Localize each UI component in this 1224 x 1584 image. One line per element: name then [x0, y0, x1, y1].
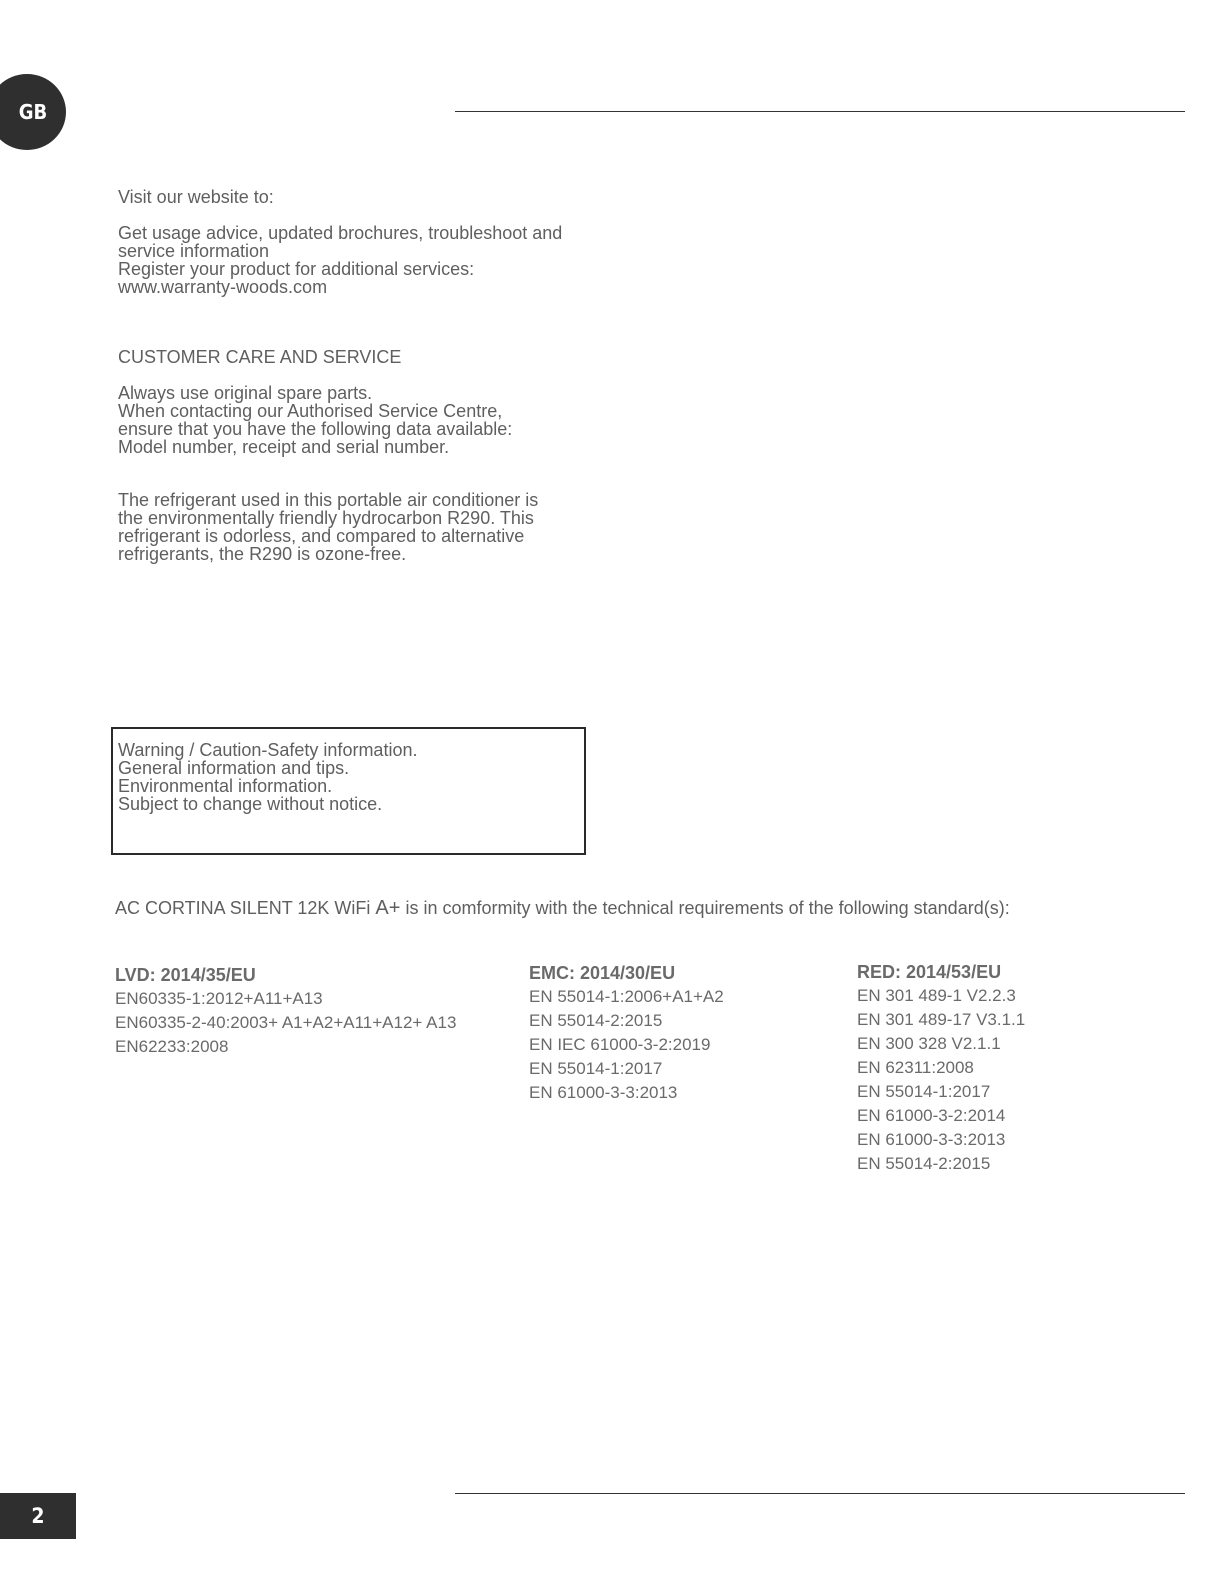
standard-item: EN60335-1:2012+A11+A13	[115, 989, 323, 1008]
warranty-website-link[interactable]: www.warranty-woods.com	[118, 277, 328, 297]
notice-subject-to-change: Subject to change without notice.	[118, 794, 383, 814]
standard-item: EN 55014-1:2017	[529, 1059, 663, 1078]
website-intro	[118, 188, 598, 206]
website-line: Get usage advice, updated brochures, troubleshoot and	[118, 223, 563, 243]
standards-lvd	[115, 963, 456, 1059]
standard-item: EN 62311:2008	[857, 1058, 974, 1077]
standard-item: EN 61000-3-2:2014	[857, 1106, 1006, 1125]
standard-item: EN 301 489-17 V3.1.1	[857, 1010, 1026, 1029]
refrigerant-line: refrigerant is odorless, and compared to alternative	[118, 526, 525, 546]
website-line: Register your product for additional services:	[118, 259, 475, 279]
customer-care-line: ensure that you have the following data available:	[118, 419, 513, 439]
standard-item: EN 301 489-1 V2.2.3	[857, 986, 1016, 1005]
standard-item: EN 55014-1:2017	[857, 1082, 991, 1101]
conformity-statement	[115, 897, 1115, 919]
website-info	[118, 224, 598, 296]
customer-care-body	[118, 384, 598, 456]
standards-red-heading: RED: 2014/53/EU	[857, 962, 1002, 982]
standards-lvd-heading: LVD: 2014/35/EU	[115, 965, 256, 985]
customer-care-line: When contacting our Authorised Service Centre,	[118, 401, 503, 421]
language-tab: GB	[0, 74, 66, 150]
notice-list	[118, 741, 578, 813]
footer-rule	[455, 1493, 1185, 1494]
standard-item: EN 61000-3-3:2013	[529, 1083, 678, 1102]
standard-item: EN 55014-2:2015	[857, 1154, 991, 1173]
header-rule	[455, 111, 1185, 112]
standard-item: EN60335-2-40:2003+ A1+A2+A11+A12+ A13	[115, 1013, 457, 1032]
website-line: service information	[118, 241, 270, 261]
conformity-prefix: AC CORTINA SILENT 12K WiFi	[115, 898, 376, 918]
page-number: 2	[0, 1493, 76, 1539]
standards-emc	[529, 961, 724, 1105]
customer-care-line: Model number, receipt and serial number.	[118, 437, 450, 457]
notice-warning: Warning / Caution-Safety information.	[118, 740, 418, 760]
energy-class: A+	[375, 897, 401, 919]
refrigerant-line: the environmentally friendly hydrocarbon R290. This	[118, 508, 534, 528]
standard-item: EN 55014-1:2006+A1+A2	[529, 987, 724, 1006]
customer-care-heading: CUSTOMER CARE AND SERVICE	[118, 347, 402, 367]
notice-environmental-info: Environmental information.	[118, 776, 333, 796]
notice-general-info: General information and tips.	[118, 758, 350, 778]
customer-care-title	[118, 348, 598, 366]
standard-item: EN 300 328 V2.1.1	[857, 1034, 1001, 1053]
standard-item: EN IEC 61000-3-2:2019	[529, 1035, 711, 1054]
refrigerant-line: refrigerants, the R290 is ozone-free.	[118, 544, 407, 564]
standards-emc-heading: EMC: 2014/30/EU	[529, 963, 676, 983]
customer-care-line: Always use original spare parts.	[118, 383, 373, 403]
standard-item: EN62233:2008	[115, 1037, 229, 1056]
standards-red	[857, 960, 1025, 1176]
refrigerant-info	[118, 491, 598, 563]
conformity-suffix: is in comformity with the technical requirements of the following standard(s):	[400, 898, 1010, 918]
standard-item: EN 61000-3-3:2013	[857, 1130, 1006, 1149]
refrigerant-line: The refrigerant used in this portable air conditioner is	[118, 490, 539, 510]
website-intro-text: Visit our website to:	[118, 187, 274, 207]
standard-item: EN 55014-2:2015	[529, 1011, 663, 1030]
